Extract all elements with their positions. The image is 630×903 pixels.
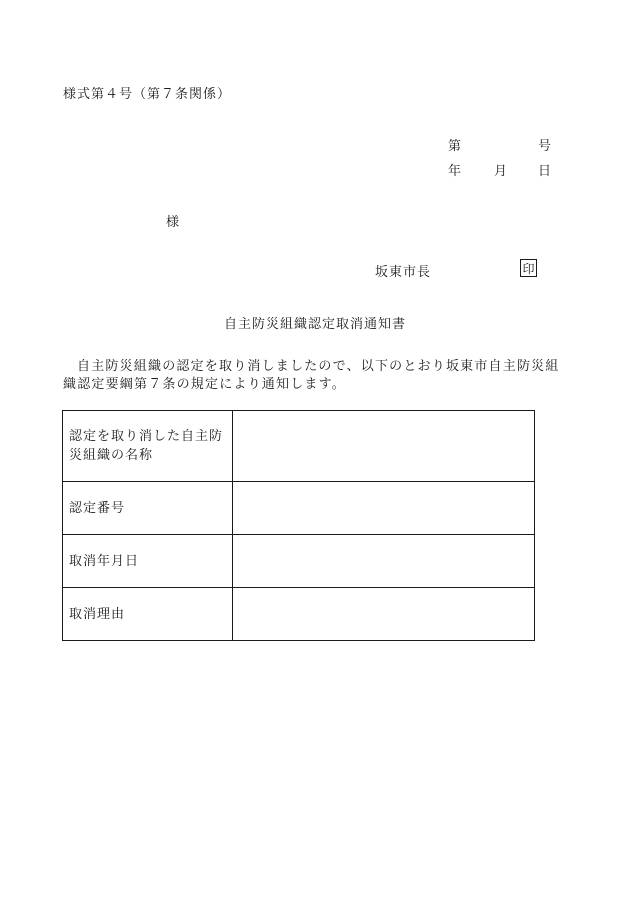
date-year-label: 年 xyxy=(448,164,462,179)
form-number: 様式第４号（第７条関係） xyxy=(63,87,232,102)
body-paragraph: 自主防災組織の認定を取り消しましたので、以下のとおり坂東市自主防災組織認定要綱第７条の規定により通知します。 xyxy=(63,359,560,392)
addressee-honorific: 様 xyxy=(166,215,180,230)
row-value-certification-number[interactable] xyxy=(232,482,534,535)
table-row xyxy=(63,535,535,588)
row-label-revocation-reason: 取消理由 xyxy=(63,588,233,641)
document-number-suffix: 号 xyxy=(538,139,552,154)
document-title: 自主防災組織認定取消通知書 xyxy=(223,317,406,332)
row-value-revocation-reason[interactable] xyxy=(232,588,534,641)
issuer-name: 坂東市長 xyxy=(375,265,432,280)
table-row xyxy=(63,411,535,482)
row-label-certification-number: 認定番号 xyxy=(63,482,233,535)
notice-table xyxy=(62,410,535,641)
seal-mark: 印 xyxy=(520,259,537,277)
row-value-organization-name[interactable] xyxy=(232,411,534,482)
date-day-label: 日 xyxy=(538,164,552,179)
date-month-label: 月 xyxy=(494,164,508,179)
row-label-organization-name: 認定を取り消した自主防災組織の名称 xyxy=(63,411,233,482)
document-number-prefix: 第 xyxy=(448,139,462,154)
row-label-revocation-date: 取消年月日 xyxy=(63,535,233,588)
table-row xyxy=(63,482,535,535)
row-value-revocation-date[interactable] xyxy=(232,535,534,588)
table-row xyxy=(63,588,535,641)
